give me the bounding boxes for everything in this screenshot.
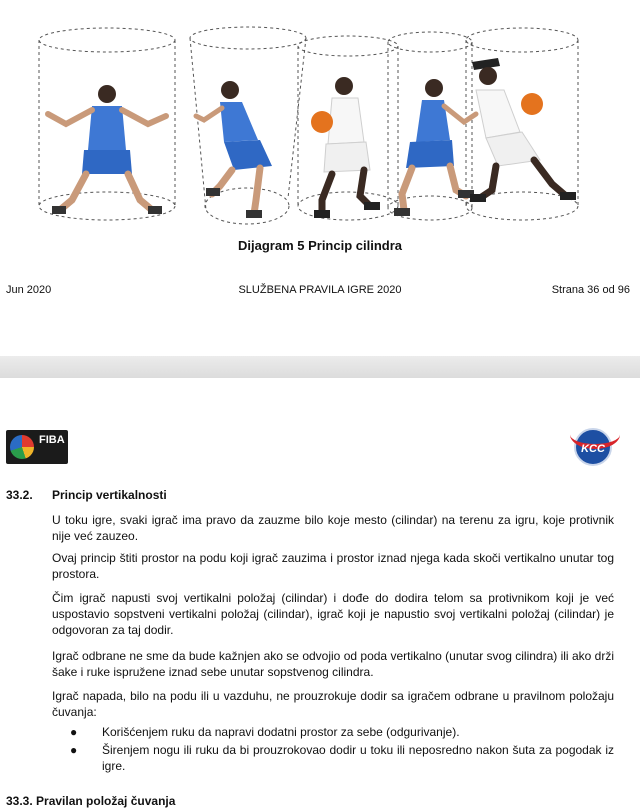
paragraph: Igrač odbrane ne sme da bude kažnjen ako se odvojio od poda vertikalno (unutar svog cilindra) ili ako drži šake i ruke ispružene iznad sebe unutar sopstvenog cilindra. (52, 649, 614, 679)
kcc-logo-text: KCC (581, 443, 605, 455)
section-title: Princip vertikalnosti (52, 488, 167, 502)
page-footer (0, 284, 640, 300)
bullet-icon: ● (70, 725, 78, 739)
bullet-item: Korišćenjem ruku da napravi dodatni prostor za sebe (odgurivanje). (102, 725, 460, 739)
kcc-logo (574, 428, 612, 466)
figure-caption: Dijagram 5 Princip cilindra (238, 238, 402, 253)
fiba-logo-text: FIBA (39, 434, 65, 446)
page-top (0, 0, 640, 356)
page-bottom (0, 378, 640, 808)
page-separator (0, 356, 640, 378)
footer-page-number: Strana 36 od 96 (551, 284, 630, 296)
footer-date: Jun 2020 (6, 284, 52, 296)
paragraph: Igrač napada, bilo na podu ili u vazduhu, ne prouzrokuje dodir sa igračem odbrane u pravilnom položaju čuvanja: (52, 689, 614, 719)
defender-icon (196, 81, 272, 218)
defender-icon (394, 79, 476, 216)
section-number: 33.2. (6, 488, 33, 502)
paragraph: U toku igre, svaki igrač ima pravo da zauzme bilo koje mesto (cilindar) na terenu za igru, koje protivnik nije već zauzeo. (52, 513, 614, 543)
defender-icon (48, 85, 166, 214)
basketball-icon (10, 435, 34, 459)
bullet-icon: ● (70, 743, 78, 757)
next-section-heading: 33.3. Pravilan položaj čuvanja (6, 794, 176, 808)
footer-title: SLUŽBENA PRAVILA IGRE 2020 (238, 284, 402, 296)
ball-handler-icon (470, 58, 576, 202)
cylinder-diagram (20, 10, 620, 232)
fiba-logo (6, 430, 68, 464)
ball-handler-icon (311, 77, 380, 218)
bullet-item: Širenjem nogu ili ruku da bi prouzrokovao dodir u toku ili neposredno nakon šuta za pogodak iz igre. (102, 743, 614, 773)
paragraph: Čim igrač napusti svoj vertikalni položaj (cilindar) i dođe do dodira telom sa protivnikom koji je već uspostavio sopstveni vertikalni položaj (cilindar), igrač koji je napustio svoj vertikalni položaj (cilindar) je odgovoran za taj dodir. (52, 591, 614, 637)
paragraph: Ovaj princip štiti prostor na podu koji igrač zauzima i prostor iznad njega kada skoči vertikalno unutar tog prostora. (52, 551, 614, 581)
